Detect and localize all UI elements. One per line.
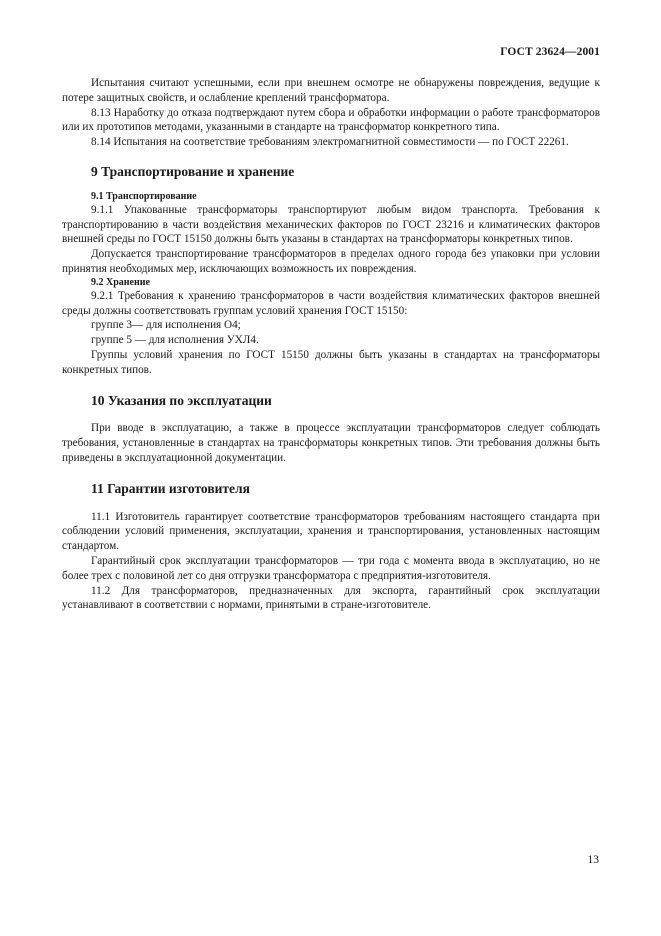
paragraph-9-1-1: 9.1.1 Упакованные трансформаторы транспортируют любым видом транспорта. Требования к транспортированию в части воздействия механических факторов по ГОСТ 23216 и климатических факторов внешней среды по ГОСТ 15150 должны быть указаны в стандартах на трансформаторы конкретных типов. — [62, 203, 600, 246]
paragraph-8-14: 8.14 Испытания на соответствие требованиям электромагнитной совместимости — по ГОСТ 22261. — [91, 136, 569, 149]
list-item-group-5: группе 5 — для исполнения УХЛ4. — [91, 334, 259, 347]
paragraph-9-2-1-note: Группы условий хранения по ГОСТ 15150 должны быть указаны в стандартах на трансформаторы конкретных типов. — [62, 348, 600, 376]
paragraph-9-1-1-cont: Допускается транспортирование трансформаторов в пределах одного города без упаковки при условии принятия необходимых мер, исключающих возможность их повреждения. — [62, 248, 600, 275]
section-9-heading: 9 Транспортирование и хранение — [91, 163, 295, 179]
paragraph-11-1-warranty: Гарантийный срок эксплуатации трансформаторов — три года с момента ввода в эксплуатацию, но не более трех с половиной лет со дня отгрузки трансформатора с предприятия-изготовителя. — [62, 554, 600, 582]
section-11-heading: 11 Гарантии изготовителя — [91, 480, 250, 496]
paragraph-11-2: 11.2 Для трансформаторов, предназначенных для экспорта, гарантийный срок эксплуатации устанавливают в соответствии с нормами, принятыми в стране-изготовителе. — [62, 584, 600, 612]
paragraph-8-12-tail: Испытания считают успешными, если при внешнем осмотре не обнаружены повреждения, ведущие к потере защитных свойств, и ослабление креплений трансформатора. — [62, 77, 600, 104]
list-item-group-3: группе 3— для исполнения О4; — [91, 319, 241, 332]
subsection-9-1-heading: 9.1 Транспортирование — [91, 190, 197, 202]
paragraph-8-13: 8.13 Наработку до отказа подтверждают путем сбора и обработки информации о работе трансформаторов или их прототипов методами, указанными в стандарте на трансформатор конкретного типа. — [62, 106, 600, 134]
subsection-9-2-heading: 9.2 Хранение — [91, 276, 150, 288]
paragraph-10: При вводе в эксплуатацию, а также в процессе эксплуатации трансформаторов следует соблюдать требования, установленные в стандартах на трансформаторы конкретных типов. Эти требования должны быть приведены в эксплуатационной документации. — [62, 422, 600, 464]
page-number: 13 — [587, 854, 599, 866]
paragraph-11-1: 11.1 Изготовитель гарантирует соответствие трансформаторов требованиям настоящего стандарта при соблюдении условий применения, эксплуатации, хранения и транспортирования, установленных настоящим стандартом. — [62, 510, 600, 553]
document-body — [62, 76, 600, 613]
document-code-header: ГОСТ 23624—2001 — [500, 46, 600, 58]
paragraph-9-2-1: 9.2.1 Требования к хранению трансформаторов в части воздействия климатических факторов внешней среды должны соответствовать группам условий хранения ГОСТ 15150: — [62, 289, 600, 317]
section-10-heading: 10 Указания по эксплуатации — [91, 392, 272, 408]
